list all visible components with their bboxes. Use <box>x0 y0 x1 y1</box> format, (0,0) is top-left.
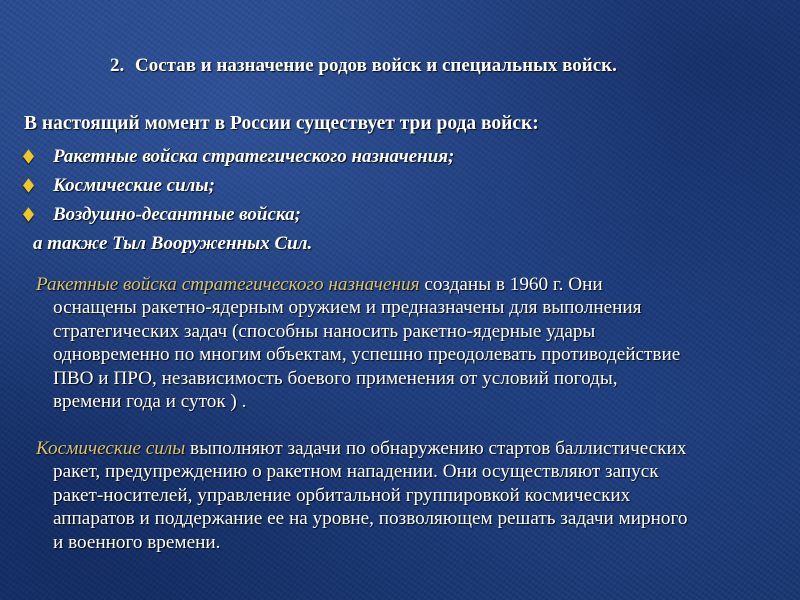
diamond-bullet-icon <box>23 178 34 193</box>
diamond-bullet-icon <box>23 207 34 222</box>
paragraph-line: оснащены ракетно-ядерным оружием и предназначены для выполнения <box>53 297 642 319</box>
paragraph-line-text: созданы в 1960 г. Они <box>419 274 603 295</box>
list-item-text: Воздушно-десантные войска; <box>53 204 301 225</box>
title-text: Состав и назначение родов войск и специальных войск. <box>135 55 617 76</box>
paragraph-line: одновременно по многим объектам, успешно преодолевать противодействие <box>53 344 681 366</box>
paragraph-line: аппаратов и поддержание ее на уровне, позволяющем решать задачи мирного <box>53 508 688 530</box>
paragraph-highlight: Ракетные войска стратегического назначения <box>36 274 420 295</box>
list-item-text: Ракетные войска стратегического назначения; <box>53 146 455 167</box>
strategic-missile-forces-paragraph <box>36 273 790 413</box>
list-item <box>22 142 454 171</box>
paragraph-highlight: Космические силы <box>36 438 186 459</box>
list-item <box>22 200 454 229</box>
list-item <box>22 171 454 200</box>
title-number: 2. <box>110 55 125 76</box>
troop-types-list <box>22 142 454 229</box>
paragraph-line-text: выполняют задачи по обнаружению стартов баллистических <box>185 438 687 459</box>
list-item-text: Космические силы; <box>53 175 215 196</box>
paragraph-line <box>36 437 790 460</box>
rear-services-note: а также Тыл Вооруженных Сил. <box>33 233 313 254</box>
space-forces-paragraph <box>36 437 790 554</box>
diamond-bullet-icon <box>23 149 34 164</box>
paragraph-line: и военного времени. <box>53 531 221 553</box>
paragraph-line: стратегических задач (способны наносить ракетно-ядерные удары <box>53 320 596 342</box>
paragraph-line <box>36 273 790 296</box>
paragraph-line: ракет, предупреждению о ракетном нападении. Они осуществляют запуск <box>53 461 659 483</box>
paragraph-line: ракет-носителей, управление орбитальной группировкой космических <box>53 484 631 506</box>
intro-text: В настоящий момент в России существует три рода войск: <box>24 113 539 134</box>
paragraph-line: ПВО и ПРО, независимость боевого применения от условий погоды, <box>53 367 618 389</box>
paragraph-line: времени года и суток ) . <box>53 391 247 413</box>
slide-title <box>110 55 770 77</box>
